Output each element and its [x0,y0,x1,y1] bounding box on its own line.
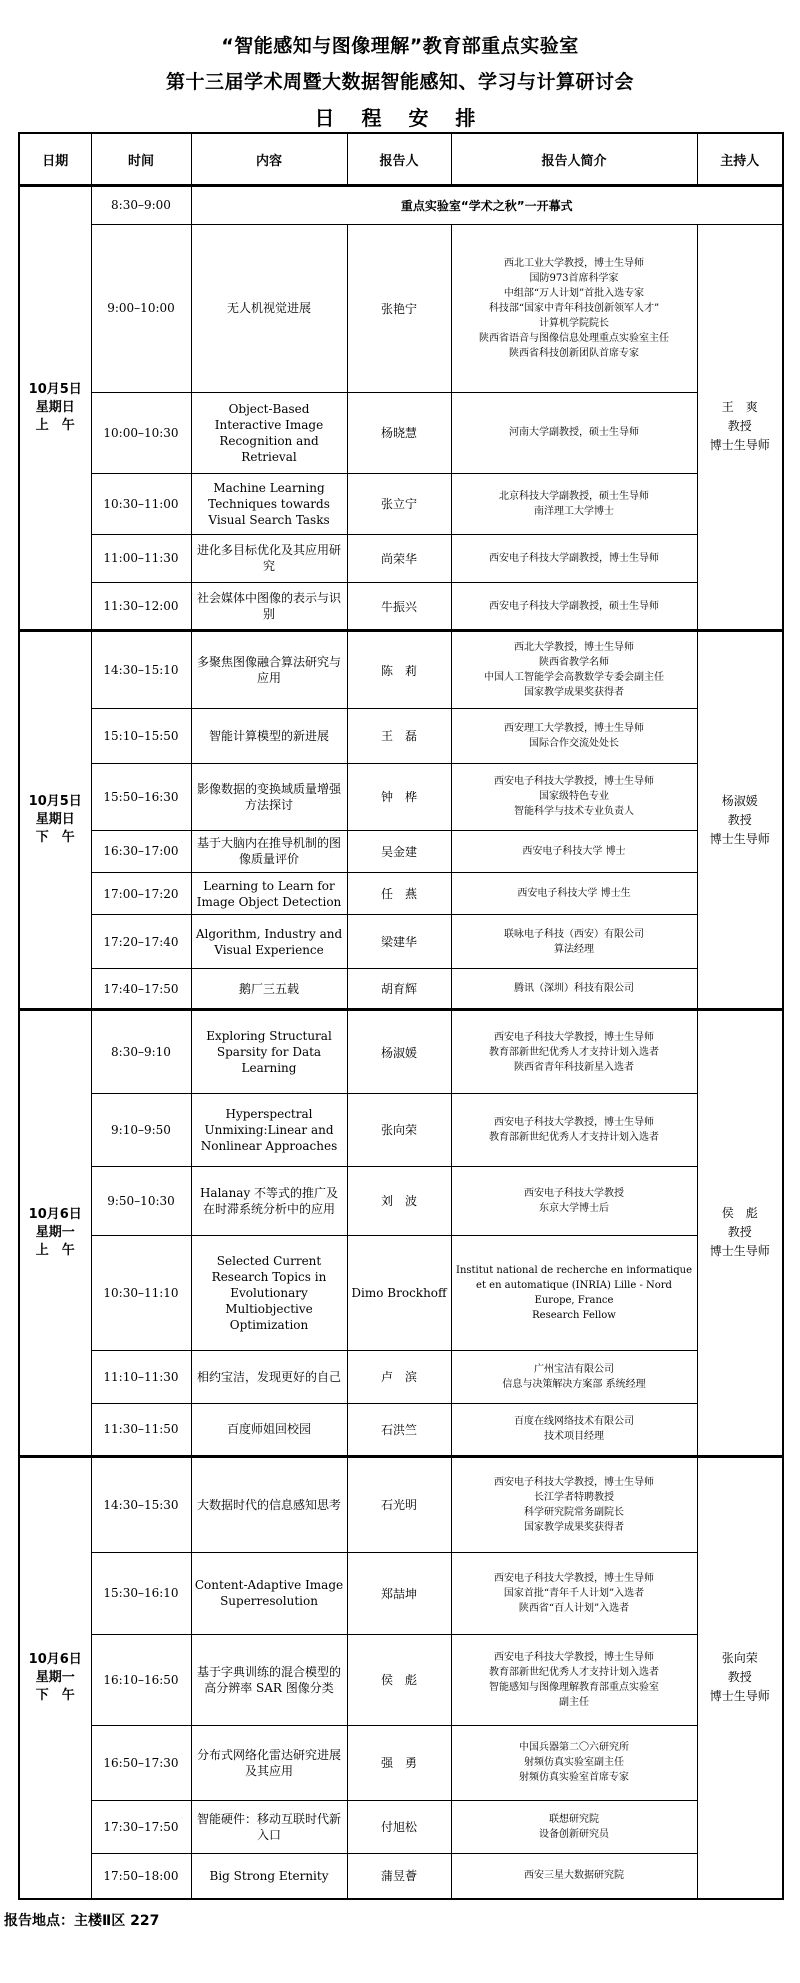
speaker-bio-line: 算法经理 [554,943,594,955]
talk-time: 10:00–10:30 [91,392,191,473]
speaker-bio-line: 陕西省科技创新团队首席专家 [509,347,639,359]
table-row [19,631,783,709]
talk-title: 进化多目标优化及其应用研究 [191,534,347,582]
speaker-name: 郑喆坤 [347,1552,451,1634]
session-date [19,631,91,1010]
talk-time: 8:30–9:10 [91,1010,191,1094]
talk-time: 9:50–10:30 [91,1166,191,1236]
speaker-bio-line: Research Fellow [532,1310,616,1321]
talk-time: 9:10–9:50 [91,1094,191,1166]
session-time: 8:30–9:00 [91,186,191,225]
talk-title: Machine Learning Techniques towards Visual Search Tasks [191,473,347,534]
speaker-name: 钟 桦 [347,763,451,830]
talk-time: 17:40–17:50 [91,969,191,1010]
speaker-name: 张向荣 [347,1094,451,1166]
session-date-line: 星期日 [35,812,75,828]
speaker-bio-line: 教育部新世纪优秀人才支持计划入选者 [489,1666,659,1678]
talk-time: 11:30–11:50 [91,1403,191,1456]
session-date [19,186,91,631]
col-header-time: 时间 [91,133,191,186]
session-host-line: 教授 [727,419,752,434]
speaker-bio-line: 国防973首席科学家 [529,272,619,284]
speaker-bio-line: 射频仿真实验室副主任 [524,1757,624,1769]
speaker-bio-line: 东京大学博士后 [539,1202,609,1214]
talk-time: 9:00–10:00 [91,224,191,392]
speaker-name: 张艳宁 [347,224,451,392]
speaker-bio-line: 计算机学院院长 [539,317,609,329]
speaker-bio [451,1552,697,1634]
table-row [19,873,783,915]
table-row [19,473,783,534]
col-header-speaker: 报告人 [347,133,451,186]
opening-row [19,186,783,225]
speaker-name: 卢 滨 [347,1350,451,1403]
talk-title: 社会媒体中图像的表示与识别 [191,583,347,631]
speaker-bio-line: 西安电子科技大学教授 [524,1187,624,1199]
table-row [19,392,783,473]
speaker-bio-line: 国家级特色专业 [539,791,609,803]
speaker-name: 梁建华 [347,915,451,969]
speaker-bio [451,1403,697,1456]
talk-time: 11:30–12:00 [91,583,191,631]
talk-title: 基于字典训练的混合模型的高分辨率 SAR 图像分类 [191,1634,347,1725]
table-row [19,1726,783,1801]
table-row [19,1350,783,1403]
opening-ceremony: 重点实验室“学术之秋”一开幕式 [191,186,783,225]
session-host-line: 王 爽 [721,400,758,415]
speaker-bio-line: 国家教学成果奖获得者 [524,1521,624,1533]
talk-time: 10:30–11:10 [91,1236,191,1350]
speaker-name: 王 磊 [347,709,451,763]
speaker-name: 任 燕 [347,873,451,915]
speaker-bio-line: 西北大学教授，博士生导师 [514,642,634,654]
col-header-bio: 报告人简介 [451,133,697,186]
speaker-bio-line: 西安电子科技大学教授，博士生导师 [494,1651,654,1663]
speaker-bio-line: 技术项目经理 [544,1431,604,1443]
speaker-bio-line: 西安电子科技大学教授，博士生导师 [494,776,654,788]
speaker-bio-line: 国家教学成果奖获得者 [524,687,624,699]
talk-time: 14:30–15:30 [91,1456,191,1552]
talk-time: 11:10–11:30 [91,1350,191,1403]
session-date-line: 星期日 [35,400,75,416]
speaker-bio-line: Institut national de recherche en informatique [456,1265,692,1276]
session-date-line: 10月6日 [28,1206,82,1222]
speaker-bio-line: 科技部“国家中青年科技创新领军人才” [488,302,660,314]
talk-time: 17:00–17:20 [91,873,191,915]
speaker-bio [451,1726,697,1801]
session-host-line: 侯 彪 [721,1206,758,1221]
speaker-bio [451,1456,697,1552]
table-row [19,583,783,631]
speaker-bio-line: 广州宝洁有限公司 [534,1363,614,1375]
talk-title: 多聚焦图像融合算法研究与应用 [191,631,347,709]
title-block [0,28,800,136]
speaker-bio-line: 信息与决策解决方案部 系统经理 [502,1378,646,1390]
talk-time: 11:00–11:30 [91,534,191,582]
speaker-bio-line: 南洋理工大学博士 [534,505,614,517]
session-host-line: 博士生导师 [709,831,770,846]
col-header-host: 主持人 [697,133,783,186]
speaker-bio-line: 西安电子科技大学 博士 [522,845,626,857]
session-host-line: 教授 [727,812,752,827]
talk-title: Algorithm, Industry and Visual Experience [191,915,347,969]
talk-title: Big Strong Eternity [191,1853,347,1899]
talk-time: 16:50–17:30 [91,1726,191,1801]
talk-title: Hyperspectral Unmixing:Linear and Nonlinear Approaches [191,1094,347,1166]
session-host-line: 博士生导师 [709,438,770,453]
session-host-line: 杨淑媛 [721,793,758,808]
session-date [19,1456,91,1899]
speaker-bio [451,583,697,631]
session-date-line: 上 午 [35,418,75,434]
speaker-bio [451,1094,697,1166]
talk-title: 百度师姐回校园 [191,1403,347,1456]
speaker-bio-line: 陕西省“百人计划”入选者 [518,1602,630,1614]
speaker-bio-line: 射频仿真实验室首席专家 [519,1772,629,1784]
table-row [19,1634,783,1725]
speaker-bio-line: 联想研究院 [549,1813,599,1825]
talk-title: 分布式网络化雷达研究进展及其应用 [191,1726,347,1801]
table-row [19,534,783,582]
speaker-bio [451,1634,697,1725]
session-host [697,224,783,631]
speaker-bio-line: 副主任 [559,1696,589,1708]
speaker-bio-line: 陕西省教学名师 [539,657,609,669]
speaker-bio [451,224,697,392]
talk-time: 15:10–15:50 [91,709,191,763]
speaker-bio-line: 联咏电子科技（西安）有限公司 [504,928,644,940]
speaker-bio-line: 国际合作交流处处长 [529,737,619,749]
session-date-line: 星期一 [35,1669,75,1685]
session-host-line: 博士生导师 [709,1689,770,1704]
table-row [19,830,783,872]
session-date-line: 下 午 [35,830,75,846]
speaker-name: 陈 莉 [347,631,451,709]
table-row [19,1166,783,1236]
talk-title: 鹅厂三五载 [191,969,347,1010]
speaker-name: 牛振兴 [347,583,451,631]
lab-title: “智能感知与图像理解”教育部重点实验室 [221,35,579,57]
speaker-bio-line: 中国人工智能学会高教数学专委会副主任 [484,672,664,684]
speaker-bio-line: 陕西省青年科技新星入选者 [514,1061,634,1073]
table-row [19,1456,783,1552]
speaker-bio-line: 河南大学副教授，硕士生导师 [509,427,639,439]
speaker-bio-line: Europe, France [534,1295,614,1306]
talk-time: 15:50–16:30 [91,763,191,830]
speaker-bio-line: et en automatique (INRIA) Lille - Nord [476,1280,672,1291]
speaker-bio-line: 智能科学与技术专业负责人 [514,806,634,818]
speaker-name: Dimo Brockhoff [347,1236,451,1350]
table-row [19,1552,783,1634]
talk-title: Content-Adaptive Image Superresolution [191,1552,347,1634]
talk-title: Object-Based Interactive Image Recognition and Retrieval [191,392,347,473]
session-date-line: 下 午 [35,1687,75,1703]
speaker-bio-line: 教育部新世纪优秀人才支持计划入选者 [489,1046,659,1058]
talk-time: 16:30–17:00 [91,830,191,872]
session-date-line: 10月6日 [28,1651,82,1667]
schedule-table [18,132,784,1900]
talk-title: 基于大脑内在推导机制的图像质量评价 [191,830,347,872]
session-host-line: 张向荣 [721,1651,758,1666]
table-row [19,1236,783,1350]
table-row [19,1403,783,1456]
table-row [19,1094,783,1166]
speaker-bio-line: 北京科技大学副教授，硕士生导师 [499,490,649,502]
session-host-line: 博士生导师 [709,1244,770,1259]
speaker-bio-line: 西安电子科技大学副教授，硕士生导师 [489,600,659,612]
speaker-name: 吴金建 [347,830,451,872]
speaker-bio-line: 西北工业大学教授，博士生导师 [504,257,644,269]
talk-title: 大数据时代的信息感知思考 [191,1456,347,1552]
speaker-bio-line: 智能感知与图像理解教育部重点实验室 [489,1681,659,1693]
session-date [19,1010,91,1456]
speaker-name: 胡育辉 [347,969,451,1010]
speaker-bio-line: 腾讯（深圳）科技有限公司 [514,983,634,995]
speaker-bio [451,915,697,969]
talk-time: 16:10–16:50 [91,1634,191,1725]
speaker-bio [451,1010,697,1094]
speaker-bio-line: 陕西省语音与图像信息处理重点实验室主任 [479,332,669,344]
speaker-bio-line: 国家首批“青年千人计划”入选者 [503,1587,645,1599]
speaker-bio-line: 西安理工大学教授，博士生导师 [504,722,644,734]
table-row [19,709,783,763]
talk-title: 影像数据的变换域质量增强方法探讨 [191,763,347,830]
talk-title: 智能硬件：移动互联时代新入口 [191,1800,347,1853]
speaker-bio-line: 西安电子科技大学教授，博士生导师 [494,1572,654,1584]
speaker-bio [451,873,697,915]
talk-time: 17:50–18:00 [91,1853,191,1899]
speaker-bio [451,1166,697,1236]
speaker-name: 尚荣华 [347,534,451,582]
location-value: 主楼Ⅱ区 227 [74,1913,160,1929]
speaker-bio-line: 西安电子科技大学教授，博士生导师 [494,1031,654,1043]
speaker-bio [451,392,697,473]
speaker-name: 付旭松 [347,1800,451,1853]
table-row [19,915,783,969]
talk-title: Exploring Structural Sparsity for Data Learning [191,1010,347,1094]
speaker-bio-line: 教育部新世纪优秀人才支持计划入选者 [489,1131,659,1143]
table-row [19,763,783,830]
speaker-bio [451,473,697,534]
speaker-name: 张立宁 [347,473,451,534]
session-date-line: 10月5日 [28,382,82,398]
speaker-bio [451,631,697,709]
talk-title: Halanay 不等式的推广及在时滞系统分析中的应用 [191,1166,347,1236]
speaker-name: 石光明 [347,1456,451,1552]
speaker-bio-line: 西安电子科技大学副教授，博士生导师 [489,552,659,564]
talk-time: 17:20–17:40 [91,915,191,969]
talk-title: 相约宝洁，发现更好的自己 [191,1350,347,1403]
talk-title: Selected Current Research Topics in Evolutionary Multiobjective Optimization [191,1236,347,1350]
speaker-bio-line: 长江学者特聘教授 [534,1491,614,1503]
talk-title: 智能计算模型的新进展 [191,709,347,763]
header-row [19,133,783,186]
report-location [4,1910,159,1930]
speaker-bio [451,534,697,582]
speaker-bio-line: 中国兵器第二〇六研究所 [519,1742,629,1754]
speaker-bio [451,1236,697,1350]
table-row [19,224,783,392]
session-host [697,631,783,1010]
session-date-line: 星期一 [35,1224,75,1240]
speaker-bio-line: 设备创新研究员 [539,1828,609,1840]
speaker-name: 杨淑媛 [347,1010,451,1094]
conference-title: 第十三届学术周暨大数据智能感知、学习与计算研讨会 [165,71,634,93]
talk-title: Learning to Learn for Image Object Detection [191,873,347,915]
table-row [19,1853,783,1899]
table-row [19,969,783,1010]
session-host-line: 教授 [727,1670,752,1685]
speaker-bio [451,1800,697,1853]
session-host-line: 教授 [727,1225,752,1240]
talk-time: 17:30–17:50 [91,1800,191,1853]
speaker-bio [451,969,697,1010]
speaker-bio [451,1853,697,1899]
speaker-name: 蒲昱薈 [347,1853,451,1899]
speaker-bio-line: 西安电子科技大学 博士生 [517,888,631,900]
speaker-bio-line: 科学研究院常务副院长 [524,1506,624,1518]
speaker-bio-line: 西安电子科技大学教授，博士生导师 [494,1476,654,1488]
talk-time: 15:30–16:10 [91,1552,191,1634]
session-host [697,1456,783,1899]
speaker-name: 强 勇 [347,1726,451,1801]
speaker-bio-line: 中组部“万人计划”首批入选专家 [503,287,645,299]
talk-time: 10:30–11:00 [91,473,191,534]
speaker-bio [451,1350,697,1403]
session-date-line: 10月5日 [28,794,82,810]
table-row [19,1010,783,1094]
session-date-line: 上 午 [35,1242,75,1258]
col-header-date: 日期 [19,133,91,186]
location-label: 报告地点： [4,1913,74,1929]
talk-title: 无人机视觉进展 [191,224,347,392]
col-header-content: 内容 [191,133,347,186]
schedule-title: 日 程 安 排 [314,106,486,130]
schedule-body [19,186,783,1900]
speaker-name: 石洪竺 [347,1403,451,1456]
table-row [19,1800,783,1853]
speaker-bio-line: 西安三星大数据研究院 [524,1870,624,1882]
speaker-name: 侯 彪 [347,1634,451,1725]
speaker-bio-line: 西安电子科技大学教授，博士生导师 [494,1116,654,1128]
session-host [697,1010,783,1456]
speaker-name: 刘 波 [347,1166,451,1236]
speaker-name: 杨晓慧 [347,392,451,473]
speaker-bio [451,763,697,830]
speaker-bio-line: 百度在线网络技术有限公司 [514,1416,634,1428]
speaker-bio [451,709,697,763]
talk-time: 14:30–15:10 [91,631,191,709]
speaker-bio [451,830,697,872]
